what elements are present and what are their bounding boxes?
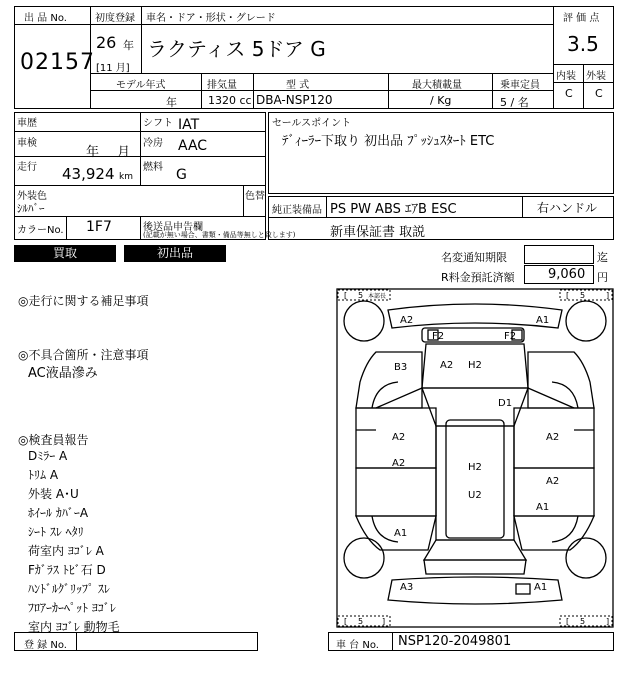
mark-grille-left: F2 bbox=[432, 331, 445, 342]
displacement: 1320 cc bbox=[208, 94, 252, 107]
max-load-label: 最大積載量 bbox=[412, 80, 462, 91]
registration-year-unit: 年 bbox=[123, 39, 134, 52]
overall-score: 3.5 bbox=[567, 32, 599, 56]
interior-label: 内装 bbox=[556, 71, 576, 82]
mileage-unit: km bbox=[119, 172, 133, 182]
chassis-no-label: 車 台 No. bbox=[336, 640, 379, 651]
max-load: / Kg bbox=[430, 94, 452, 107]
chassis-no: NSP120-2049801 bbox=[398, 634, 512, 649]
svg-text:[: [ bbox=[566, 617, 570, 626]
inspection-value: 年 月 bbox=[86, 145, 131, 160]
driving-notes-label: ◎走行に関する補足事項 bbox=[18, 294, 149, 308]
inspector-report-item: Fｶﾞﾗｽ ﾄﾋﾞ石 D bbox=[28, 563, 106, 577]
mark-roof: H2 bbox=[468, 462, 482, 473]
shift-value: IAT bbox=[178, 117, 200, 133]
inspection-label: 車検 bbox=[17, 138, 37, 149]
sales-point-text: ﾃﾞｨｰﾗｰ下取り 初出品 ﾌﾟｯｼｭｽﾀｰﾄ ETC bbox=[282, 134, 495, 149]
mark-front-bumper-left: A2 bbox=[400, 315, 414, 326]
mark-rear-bumper-right: A1 bbox=[534, 582, 548, 593]
inspector-report-item: 室内 ﾖｺﾞﾚ 動物毛 bbox=[28, 620, 120, 634]
inspector-report-item: ｼｰﾄ ｽﾚ ﾍﾀﾘ bbox=[28, 525, 84, 539]
mark-rear-door-left: A2 bbox=[392, 458, 406, 469]
inspector-report-item: ﾎｲｰﾙ ｶﾊﾞｰA bbox=[28, 506, 89, 520]
car-damage-diagram bbox=[336, 288, 614, 628]
type-code: DBA-NSP120 bbox=[256, 93, 333, 107]
mark-rear-bumper-left: A3 bbox=[400, 582, 414, 593]
recycle-fee-label: R料金預託済額 bbox=[441, 271, 515, 284]
svg-text:[: [ bbox=[344, 617, 348, 626]
exterior-label: 外装 bbox=[586, 71, 606, 82]
mark-roof-rear: U2 bbox=[468, 490, 482, 501]
name-change-unit: 迄 bbox=[597, 251, 608, 264]
color-change-label: 色替 bbox=[245, 191, 265, 202]
mark-rear-fender-right: A1 bbox=[536, 502, 550, 513]
exterior-color: ｼﾙﾊﾞｰ bbox=[17, 202, 45, 215]
inspector-report-item: 外装 A･U bbox=[28, 487, 79, 501]
mark-rear-door-right: A2 bbox=[546, 476, 560, 487]
recycle-fee-value: 9,060 bbox=[548, 267, 586, 282]
mark-front-door-left: A2 bbox=[392, 432, 406, 443]
svg-text:[: [ bbox=[344, 291, 348, 300]
color-no: 1F7 bbox=[86, 219, 112, 235]
tire-label-fr: 5 bbox=[580, 291, 586, 300]
mileage-value: 43,924 bbox=[62, 165, 115, 183]
model-year-unit: 年 bbox=[166, 96, 177, 109]
exterior-color-label: 外装色 bbox=[17, 191, 47, 202]
first-listing-badge: 初出品 bbox=[124, 245, 226, 262]
inspector-report-item: Dﾐﾗｰ A bbox=[28, 449, 68, 463]
warranty-docs: 新車保証書 取説 bbox=[330, 225, 426, 240]
mark-front-fender-left: B3 bbox=[394, 362, 408, 373]
mark-grille-right: F2 bbox=[504, 331, 517, 342]
car-name: ラクティス 5ドア G bbox=[147, 37, 326, 61]
purchase-badge: 買取 bbox=[14, 245, 116, 262]
name-change-deadline-field bbox=[524, 245, 594, 264]
svg-text:本部長: 本部長 bbox=[368, 293, 387, 300]
mark-front-door-right: A2 bbox=[546, 432, 560, 443]
history-label: 車歴 bbox=[17, 118, 37, 129]
registration-no-label: 登 録 No. bbox=[24, 640, 67, 651]
defects-text: AC液晶滲み bbox=[28, 366, 98, 381]
model-year-label: モデル年式 bbox=[116, 80, 166, 91]
inspector-report-label: ◎検査員報告 bbox=[18, 433, 89, 447]
recycle-fee-unit: 円 bbox=[597, 271, 608, 284]
fuel-label: 燃料 bbox=[143, 162, 163, 173]
svg-text:[: [ bbox=[566, 291, 570, 300]
mark-hood-right: H2 bbox=[468, 360, 482, 371]
exterior-grade: C bbox=[595, 87, 603, 100]
tire-label-rr: 5 bbox=[580, 617, 586, 626]
later-shipment-note: (記載が無い場合、書類・備品等無しと致します) bbox=[143, 231, 296, 239]
mark-front-bumper-right: A1 bbox=[536, 315, 550, 326]
defects-label: ◎不具合箇所・注意事項 bbox=[18, 348, 149, 362]
svg-text:]: ] bbox=[382, 617, 386, 626]
name-change-deadline-label: 名変通知期限 bbox=[441, 251, 507, 264]
later-shipment-label: 後送品申告欄 bbox=[143, 222, 203, 233]
mark-hood-left: A2 bbox=[440, 360, 454, 371]
inspector-report-item: ﾊﾝﾄﾞﾙｸﾞﾘｯﾌﾟ ｽﾚ bbox=[28, 582, 110, 596]
fuel-value: G bbox=[176, 167, 187, 183]
inspector-report-item: 荷室内 ﾖｺﾞﾚ A bbox=[28, 544, 104, 558]
equipment-label: 純正装備品 bbox=[272, 205, 322, 216]
registration-month: [11 月] bbox=[96, 63, 130, 74]
type-label: 型 式 bbox=[286, 80, 310, 91]
displacement-label: 排気量 bbox=[207, 80, 237, 91]
inspector-report-item: ﾌﾛｱｰｶｰﾍﾟｯﾄ ﾖｺﾞﾚ bbox=[28, 601, 116, 615]
registration-year: 26 bbox=[96, 33, 117, 52]
capacity: 5 / 名 bbox=[500, 96, 529, 109]
capacity-label: 乗車定員 bbox=[500, 80, 540, 91]
score-label: 評 価 点 bbox=[563, 13, 600, 24]
svg-text:]: ] bbox=[606, 617, 610, 626]
lot-number-label: 出 品 No. bbox=[24, 13, 67, 24]
mileage-label: 走行 bbox=[17, 162, 37, 173]
equipment-list: PS PW ABS ｴｱB ESC bbox=[330, 202, 457, 217]
tire-label-fl: 5 bbox=[358, 291, 364, 300]
sales-point-label: セールスポイント bbox=[272, 118, 352, 129]
shift-label: シフト bbox=[143, 118, 173, 129]
ac-value: AAC bbox=[178, 138, 208, 154]
ac-label: 冷房 bbox=[143, 138, 163, 149]
color-no-label: カラーNo. bbox=[17, 225, 64, 236]
interior-grade: C bbox=[565, 87, 573, 100]
steering-side: 右ハンドル bbox=[537, 201, 598, 215]
first-registration-label: 初度登録 bbox=[95, 13, 135, 24]
car-name-label: 車名・ドア・形状・グレード bbox=[146, 13, 276, 24]
mark-rear-fender-left: A1 bbox=[394, 528, 408, 539]
mark-windshield: D1 bbox=[498, 398, 513, 409]
inspector-report-item: ﾄﾘﾑ A bbox=[28, 468, 59, 482]
tire-label-rl: 5 bbox=[358, 617, 364, 626]
svg-text:]: ] bbox=[606, 291, 610, 300]
lot-number: 02157 bbox=[20, 50, 95, 75]
